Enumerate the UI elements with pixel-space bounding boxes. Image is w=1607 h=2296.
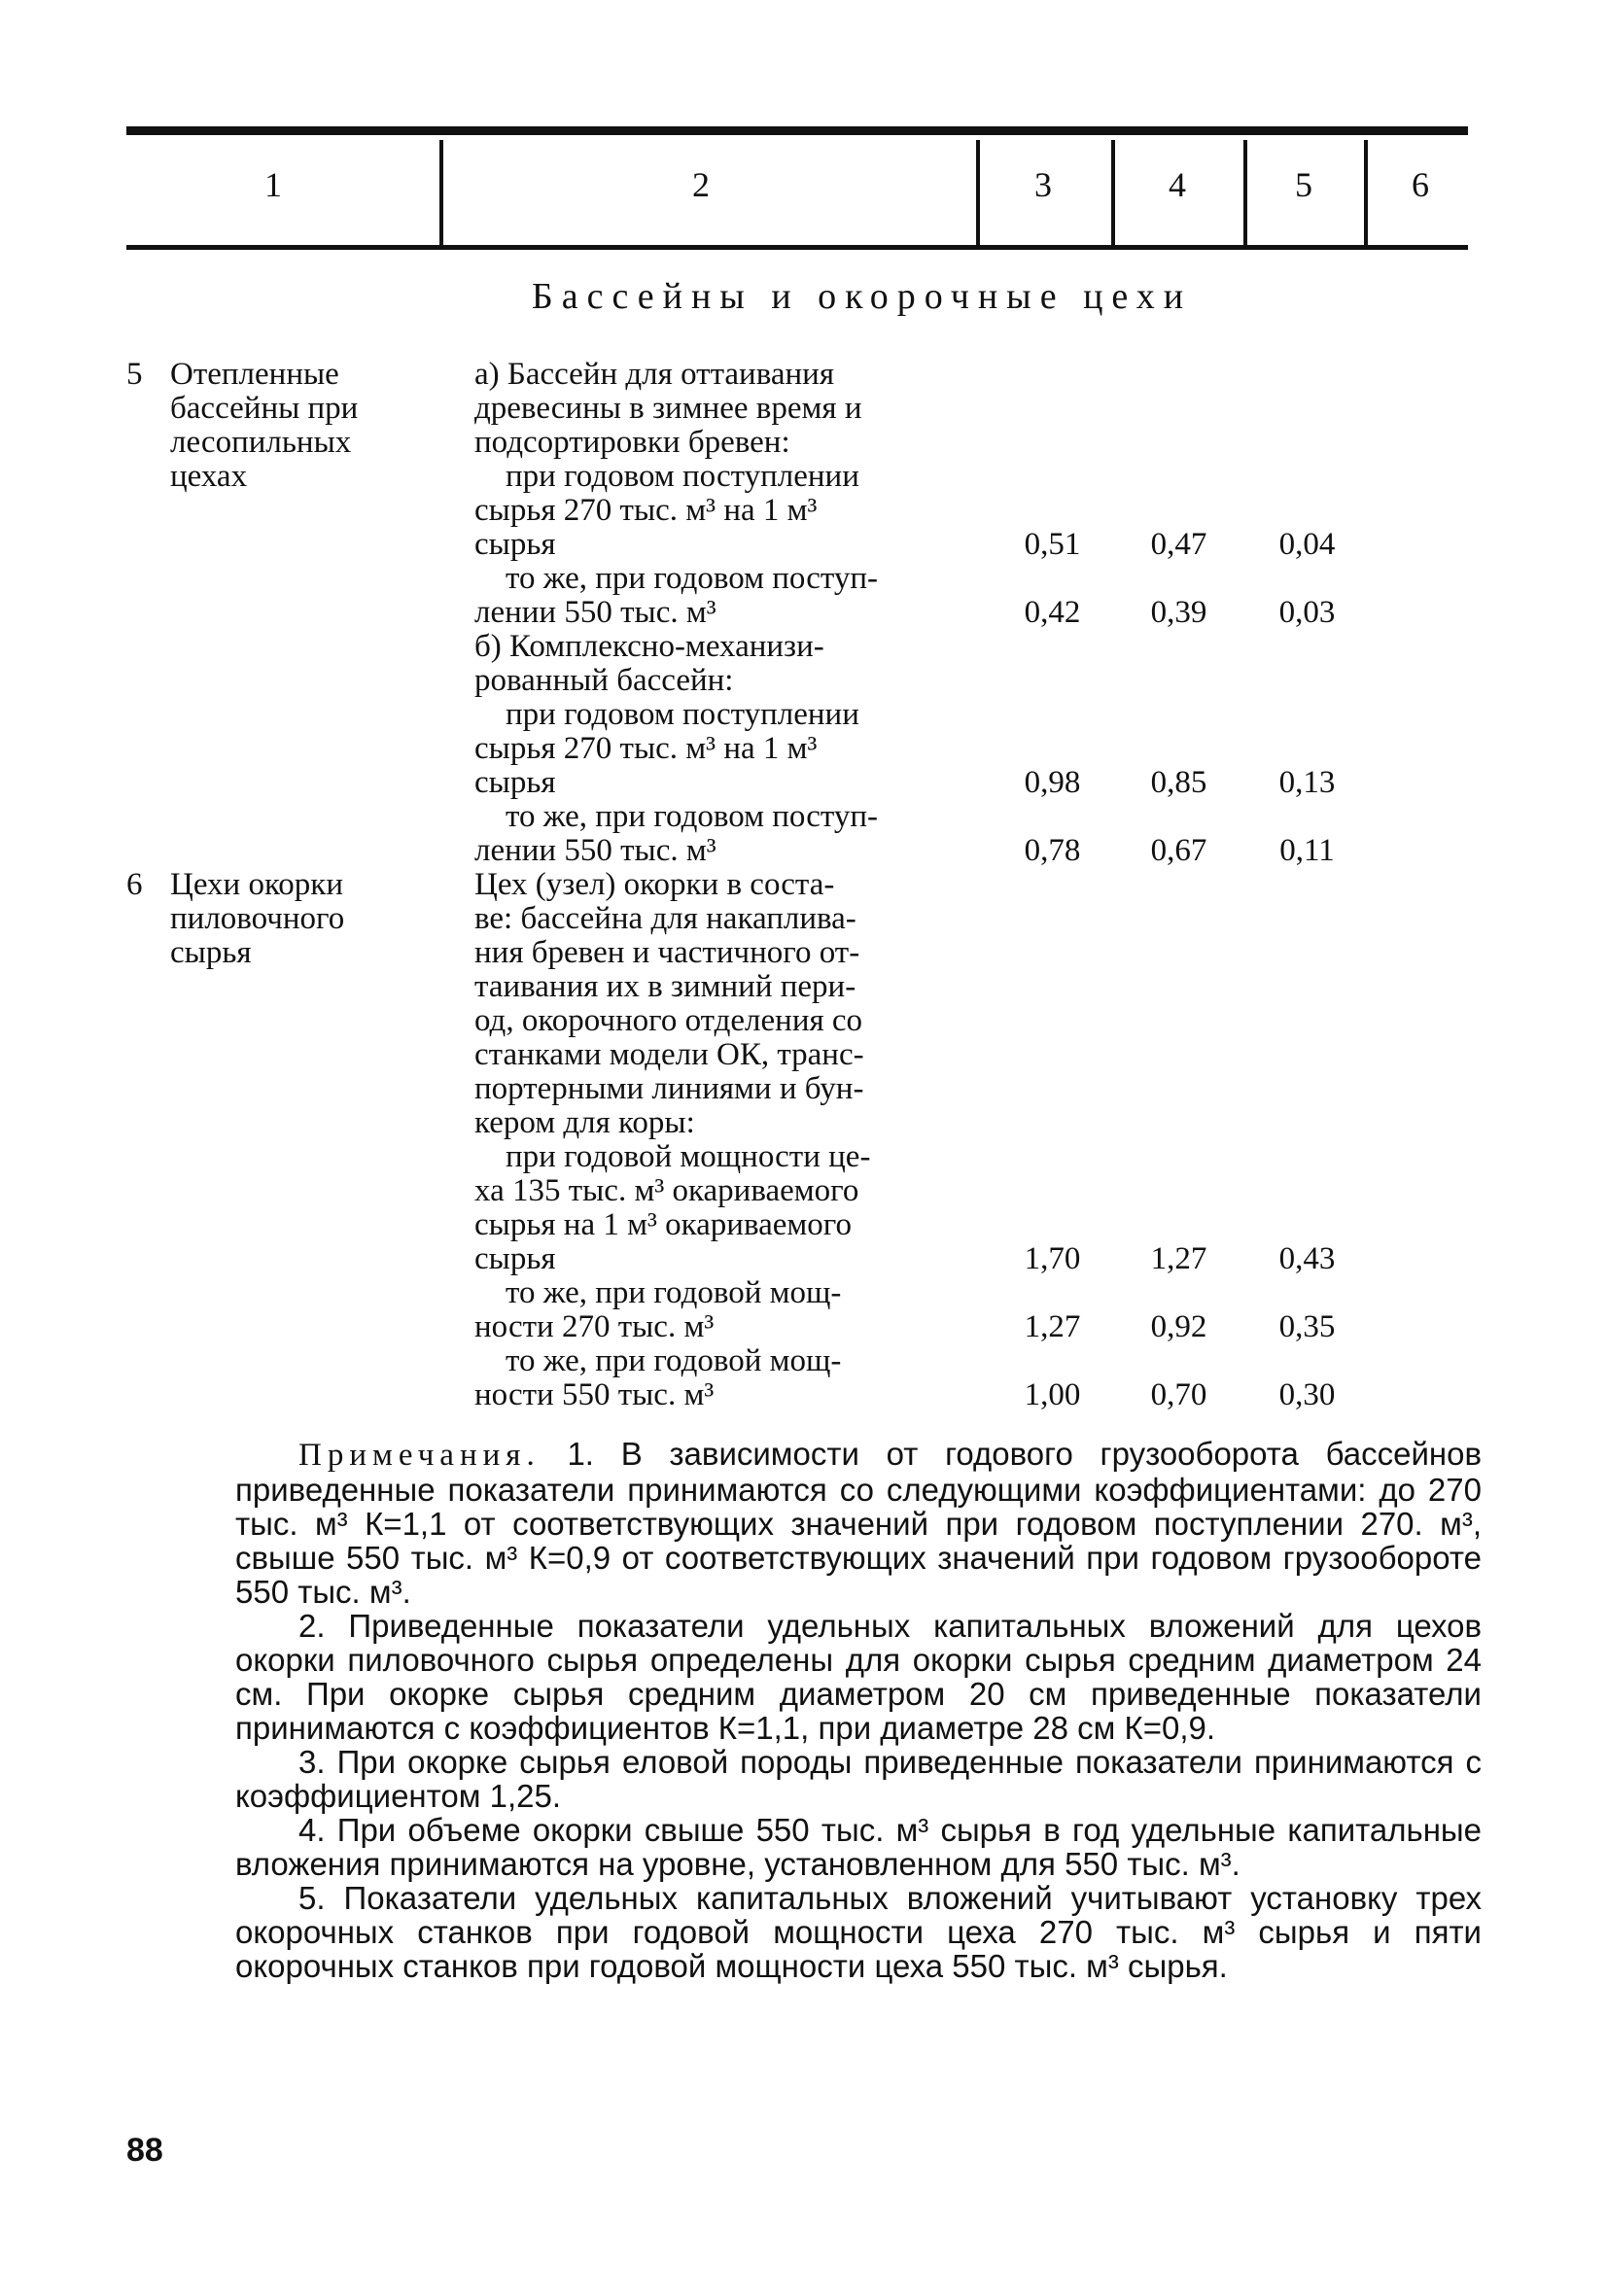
desc-line: кером для коры: [474,1105,695,1140]
desc-line: то же, при годовой мощ- [506,1343,842,1378]
desc-line: то же, при годовой мощ- [506,1275,842,1310]
desc-line: ния бревен и частичного от- [474,935,860,970]
note-text: 1. В зависимости от годового грузооборота бассейнов приведенные показатели принимаются со следующими коэффициентами: до 270 тыс. м³ К=1,1 от соответствующих значений при годовом поступлении 270. м³, свыше 550 тыс. м³ К=0,9 от соответствующих значений при годовом грузообороте 550 тыс. м³. [235,1436,1482,1610]
desc-line: подсортировки бревен: [474,425,790,460]
desc-line: од, окорочного отделения со [474,1003,863,1038]
row-name-line: сырья [170,935,252,970]
desc-line: ха 135 тыс. м³ окариваемого [474,1173,859,1208]
desc-line: сырья 270 тыс. м³ на 1 м³ [474,493,818,528]
header-divider [1111,140,1115,245]
header-divider [439,140,443,245]
desc-line: сырья на 1 м³ окариваемого [474,1207,853,1242]
row-number: 5 [126,357,143,392]
row-name-line: лесопильных [170,425,352,460]
value-cell: 0,78 [1024,833,1081,868]
column-header-4: 4 [1169,165,1186,204]
row-number: 6 [126,867,143,902]
notes-heading: Примечания. [298,1438,541,1473]
desc-line: сырья 270 тыс. м³ на 1 м³ [474,731,818,766]
desc-line: б) Комплексно-механизи- [474,629,824,664]
header-bottom-rule [126,245,1468,250]
header-top-rule [126,126,1468,135]
desc-line: Цех (узел) окорки в соста- [474,867,835,902]
desc-line: рованный бассейн: [474,663,734,698]
value-cell: 0,35 [1278,1309,1336,1344]
row-6-description [474,868,959,1412]
row-name-line: цехах [170,459,248,494]
value-cell: 1,70 [1024,1241,1081,1276]
row-name-line: пиловочного [170,901,345,936]
desc-line: а) Бассейн для оттаивания [474,357,834,392]
desc-line: ности 270 тыс. м³ [474,1309,715,1344]
column-header-6: 6 [1412,165,1429,204]
column-header-1: 1 [264,165,282,204]
desc-line: то же, при годовом поступ- [506,799,878,834]
column-header-5: 5 [1295,165,1312,204]
desc-line: портерными линиями и бун- [474,1071,864,1106]
note-3: 3. При окорке сырья еловой породы приведенные показатели принимаются с коэффициентом 1,25. [235,1744,1482,1814]
desc-line: ве: бассейна для накаплива- [474,901,856,936]
desc-line: при годовой мощности це- [506,1139,871,1174]
desc-line: древесины в зимнее время и [474,391,862,426]
note-1 [235,1437,1482,1609]
value-cell: 0,92 [1150,1309,1207,1344]
row-5-description [474,358,959,868]
note-4: 4. При объеме окорки свыше 550 тыс. м³ сырья в год удельные капитальные вложения принимаются на уровне, установленном для 550 тыс. м³. [235,1812,1482,1882]
desc-line: лении 550 тыс. м³ [474,833,716,868]
value-cell: 0,11 [1279,833,1335,868]
desc-line: при годовом поступлении [506,459,859,494]
note-5: 5. Показатели удельных капитальных вложений учитывают установку трех окорочных станков при годовой мощности цеха 270 тыс. м³ сырья и пяти окорочных станков при годовой мощности цеха 550 тыс. м³ сырья. [235,1880,1482,1984]
value-cell: 0,04 [1278,527,1336,562]
desc-line: лении 550 тыс. м³ [474,595,716,630]
value-cell: 0,42 [1024,595,1081,630]
value-cell: 0,43 [1278,1241,1336,1276]
note-2: 2. Приведенные показатели удельных капитальных вложений для цехов окорки пиловочного сырья определены для окорки сырья средним диаметром 24 см. При окорке сырья средним диаметром 20 см приведенные показатели принимаются с коэффициентов К=1,1, при диаметре 28 см К=0,9. [235,1608,1482,1746]
section-title: Бассейны и окорочные цехи [531,276,1193,317]
desc-line: сырья [474,1241,556,1276]
value-cell: 0,85 [1150,765,1207,800]
value-cell: 0,13 [1278,765,1336,800]
value-cell: 0,98 [1024,765,1081,800]
row-name-line: Отепленные [170,357,339,392]
value-cell: 0,39 [1150,595,1207,630]
notes-block [235,1437,1482,1983]
value-cell: 0,67 [1150,833,1207,868]
desc-line: станками модели ОК, транс- [474,1037,864,1072]
header-divider [976,140,980,245]
header-divider [1364,140,1368,245]
desc-line: сырья [474,765,556,800]
desc-line: сырья [474,527,556,562]
value-cell: 0,03 [1278,595,1336,630]
value-cell: 0,30 [1278,1377,1336,1412]
table-header [126,126,1468,250]
value-cell: 0,70 [1150,1377,1207,1412]
value-cell: 1,27 [1150,1241,1207,1276]
column-header-2: 2 [692,165,710,204]
column-header-3: 3 [1034,165,1052,204]
value-cell: 0,47 [1150,527,1207,562]
header-divider [1243,140,1247,245]
desc-line: при годовом поступлении [506,697,859,732]
desc-line: таивания их в зимний пери- [474,969,856,1004]
value-cell: 0,51 [1024,527,1081,562]
row-name-line: Цехи окорки [170,867,344,902]
value-cell: 1,00 [1024,1377,1081,1412]
desc-line: ности 550 тыс. м³ [474,1377,715,1412]
value-cell: 1,27 [1024,1309,1081,1344]
desc-line: то же, при годовом поступ- [506,561,878,596]
row-name-line: бассейны при [170,391,359,426]
page-number: 88 [126,2132,163,2169]
